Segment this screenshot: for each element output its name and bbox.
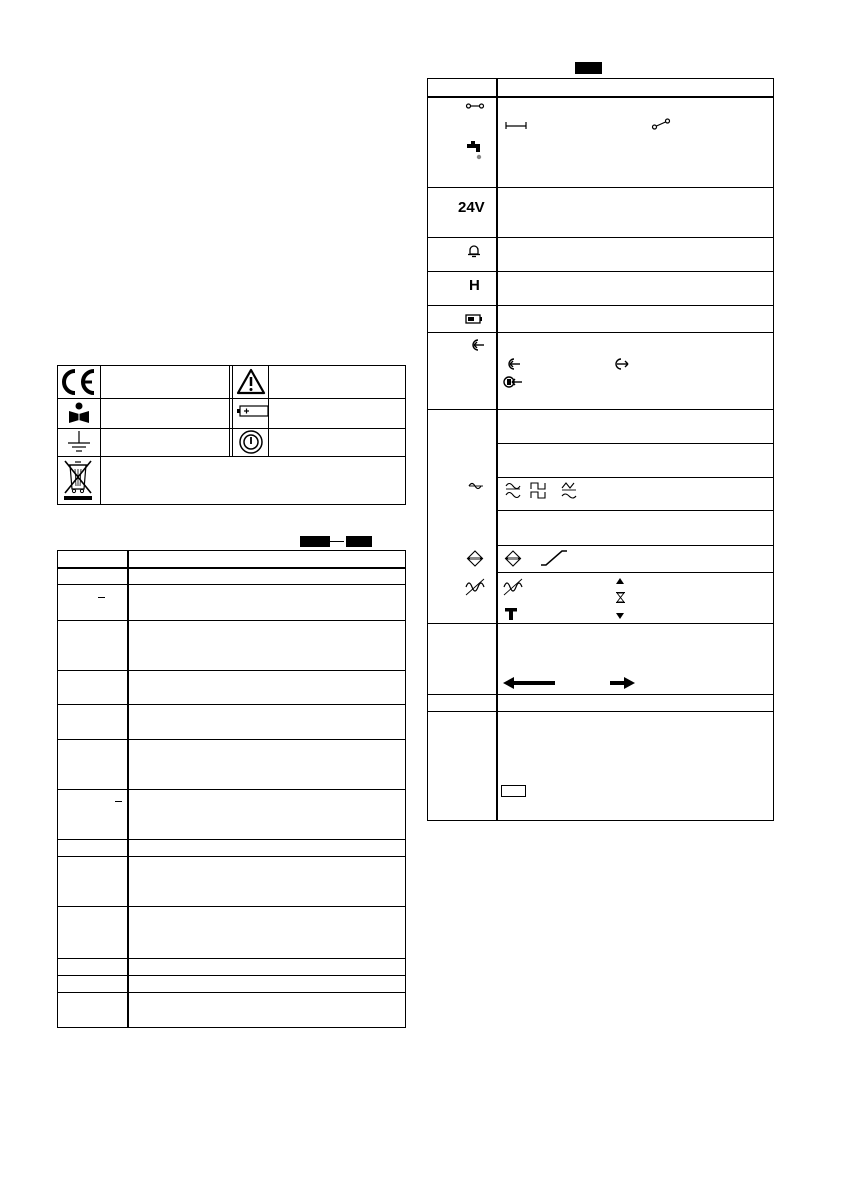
input-icon <box>505 357 521 371</box>
ramp-icon <box>467 550 483 567</box>
faucet-icon <box>466 141 484 161</box>
arrow-right-icon <box>610 676 636 690</box>
input-icon <box>469 338 485 352</box>
warning-triangle-icon <box>236 368 266 395</box>
overline-mark <box>98 597 105 598</box>
ce-mark-icon <box>58 367 98 397</box>
double-insulation-icon <box>239 430 263 454</box>
wave-icon <box>468 481 484 491</box>
bell-icon <box>467 244 481 258</box>
crossed-out-bin-icon <box>62 459 94 501</box>
continuity-open-icon <box>652 118 670 130</box>
sweep-icon <box>503 578 523 596</box>
voltage-label: 24V <box>458 199 485 216</box>
slope-icon <box>540 550 568 566</box>
battery-low-icon <box>465 314 483 324</box>
arrow-left-icon <box>502 676 556 690</box>
arrow-down-icon <box>615 612 625 620</box>
read-manual-icon <box>67 402 91 424</box>
arrow-up-icon <box>615 577 625 585</box>
header-marker <box>575 62 602 74</box>
header-marker <box>346 536 372 547</box>
hourglass-icon <box>616 592 625 603</box>
key-frame <box>501 785 526 797</box>
sweep-icon <box>465 578 485 596</box>
continuity-icon <box>466 102 484 110</box>
isolated-input-icon <box>503 375 523 389</box>
ground-icon <box>66 430 92 454</box>
hold-label: H <box>469 277 480 294</box>
t-icon <box>505 608 517 620</box>
continuity-closed-icon <box>505 121 527 130</box>
ramp-icon <box>505 550 521 567</box>
square-wave-icon <box>530 481 546 501</box>
triangle-wave-icon <box>561 481 577 501</box>
battery-icon <box>237 405 269 417</box>
sine-wave-icon <box>505 481 521 501</box>
overline-mark <box>115 801 122 802</box>
output-icon <box>612 357 630 371</box>
header-marker <box>300 536 330 547</box>
